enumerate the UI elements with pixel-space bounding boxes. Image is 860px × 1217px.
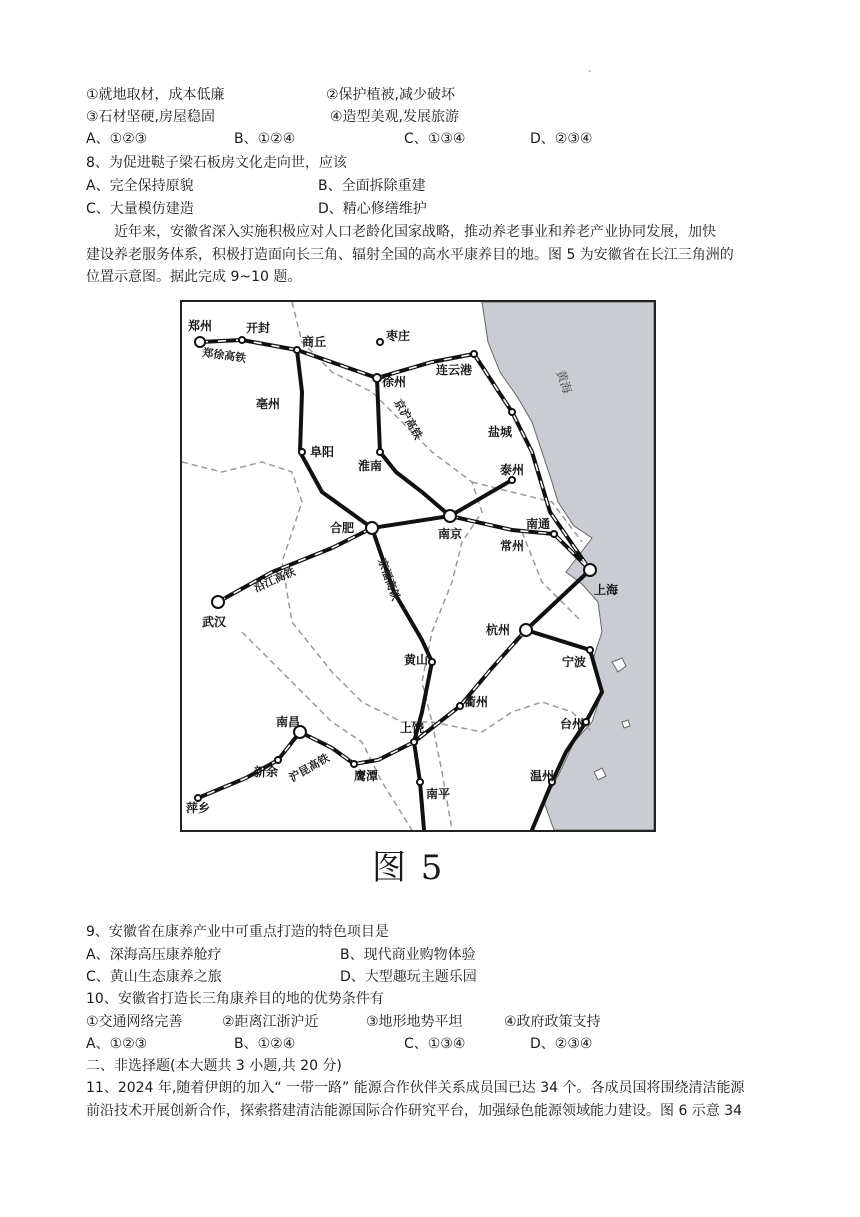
q10-choice-a: A、①②③	[86, 1036, 148, 1052]
q7-option-1: ①就地取材，成本低廉	[86, 87, 225, 103]
label-quzhou: 衢州	[464, 695, 489, 709]
label-pingxiang: 萍乡	[186, 801, 211, 815]
q7-choice-d: D、②③④	[530, 131, 593, 147]
q9-choice-c: C、黄山生态康养之旅	[86, 969, 222, 985]
label-bozhou: 亳州	[256, 397, 281, 411]
label-xinyu: 新余	[254, 765, 279, 779]
q9-choice-d: D、大型趣玩主题乐园	[340, 969, 477, 985]
q8-choice-c: C、大量模仿建造	[86, 201, 194, 217]
q7-option-2: ②保护植被,减少破坏	[326, 87, 456, 103]
q8-choice-d: D、精心修缮维护	[318, 201, 427, 217]
figure-5-map	[180, 300, 656, 832]
label-nanjing: 南京	[438, 527, 463, 541]
label-shangqiu: 商丘	[302, 335, 327, 349]
label-zaozhuang: 枣庄	[386, 329, 411, 343]
q10-option-3: ③地形地势平坦	[366, 1014, 463, 1030]
q8-stem: 8、为促进鞑子梁石板房文化走向世，应该	[86, 155, 347, 171]
q10-choice-c: C、①③④	[404, 1036, 466, 1052]
q9-choice-a: A、深海高压康养舱疗	[86, 947, 222, 963]
label-yingtan: 鹰潭	[354, 769, 379, 783]
label-line-jinghu: 京沪高铁	[391, 397, 425, 442]
q8-choice-a: A、完全保持原貌	[86, 178, 194, 194]
label-huangshan: 黄山	[404, 653, 429, 667]
label-taizhou-zj: 台州	[560, 717, 585, 731]
q9-stem: 9、安徽省在康养产业中可重点打造的特色项目是	[86, 924, 389, 940]
label-line-jingfu: 京福高铁	[375, 556, 403, 603]
q10-option-2: ②距离江浙沪近	[222, 1014, 319, 1030]
island-shape	[622, 720, 630, 728]
q9-choice-b: B、现代商业购物体验	[340, 947, 476, 963]
q10-option-1: ①交通网络完善	[86, 1014, 183, 1030]
section-2-heading: 二、非选择题(本大题共 3 小题,共 20 分)	[86, 1058, 342, 1074]
q10-choice-d: D、②③④	[530, 1036, 593, 1052]
q10-option-4: ④政府政策支持	[504, 1014, 601, 1030]
q8-choice-b: B、全面拆除重建	[318, 178, 426, 194]
label-line-zhengxu: 郑徐高铁	[201, 346, 247, 366]
label-nantong: 南通	[526, 517, 551, 531]
label-fuyang: 阜阳	[310, 445, 335, 459]
q7-option-3: ③石材坚硬,房屋稳固	[86, 109, 216, 125]
label-yancheng: 盐城	[488, 425, 513, 439]
label-shanghai: 上海	[594, 583, 619, 597]
label-kaifeng: 开封	[246, 321, 271, 335]
label-changzhou: 常州	[500, 539, 525, 553]
q7-choice-b: B、①②④	[234, 131, 296, 147]
label-wuhan: 武汉	[202, 615, 227, 629]
label-nanping: 南平	[426, 787, 451, 801]
label-xuzhou: 徐州	[382, 375, 407, 389]
label-line-hukun: 沪昆高铁	[287, 751, 332, 785]
label-huainan: 淮南	[358, 459, 383, 473]
label-wenzhou: 温州	[530, 769, 555, 783]
q7-choice-a: A、①②③	[86, 131, 148, 147]
label-shangrao: 上饶	[400, 721, 425, 735]
label-taizhou: 泰州	[500, 463, 525, 477]
label-hefei: 合肥	[330, 521, 355, 535]
label-ningbo: 宁波	[562, 655, 587, 669]
label-zhengzhou: 郑州	[188, 319, 213, 333]
label-lianyungang: 连云港	[436, 363, 473, 377]
q7-choice-c: C、①③④	[404, 131, 466, 147]
figure-caption: 图 5	[372, 848, 445, 888]
label-sea: 黄海	[553, 368, 575, 396]
q11-line-1: 11、2024 年,随着伊朗的加入“ 一带一路” 能源合作伙伴关系成员国已达 34 个。各成员国将围绕清洁能源	[86, 1080, 745, 1096]
passage-line-1: 近年来，安徽省深入实施积极应对人口老龄化国家战略，推动养老事业和养老产业协同发展，加快	[114, 224, 716, 240]
label-nanchang: 南昌	[276, 715, 301, 729]
q10-choice-b: B、①②④	[234, 1036, 296, 1052]
label-line-yanjiang: 沿江高铁	[251, 564, 298, 595]
passage-line-3: 位置示意图。据此完成 9~10 题。	[86, 269, 302, 285]
page-mark: -	[588, 66, 592, 77]
q10-stem: 10、安徽省打造长三角康养目的地的优势条件有	[86, 991, 384, 1007]
q7-option-4: ④造型美观,发展旅游	[330, 109, 460, 125]
q11-line-2: 前沿技术开展创新合作，探索搭建清洁能源国际合作研究平台，加强绿色能源领域能力建设。图 6 示意 34	[86, 1103, 743, 1119]
label-hangzhou: 杭州	[486, 623, 511, 637]
passage-line-2: 建设养老服务体系，积极打造面向长三角、辐射全国的高水平康养目的地。图 5 为安徽省在长江三角洲的	[86, 247, 734, 263]
